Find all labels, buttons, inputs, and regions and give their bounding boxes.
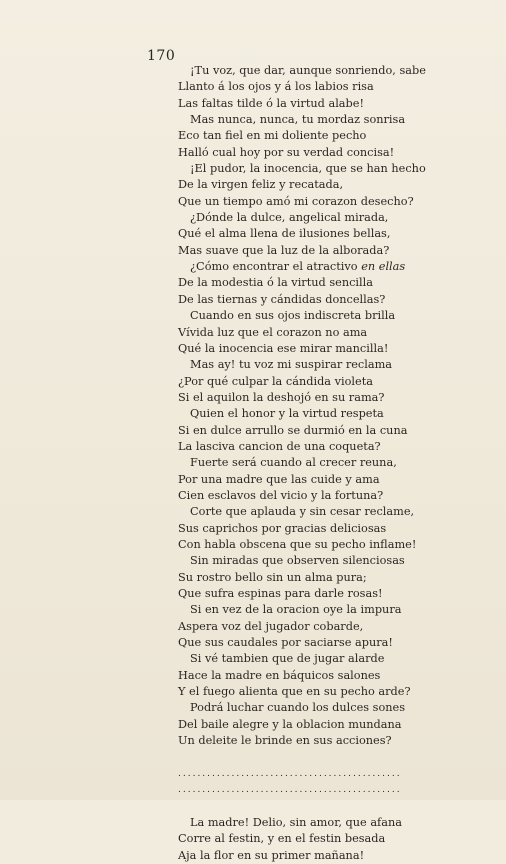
poem-line: Llanto á los ojos y á los labios risa <box>178 80 374 94</box>
stanza-gap <box>178 749 448 765</box>
poem-line: Que sus caudales por saciarse apura! <box>178 636 393 650</box>
poem-line: Hace la madre en báquicos salones <box>178 668 381 682</box>
poem-line: Qué la inocencia ese mirar mancilla! <box>178 341 389 355</box>
poem-line: Sin miradas que observen silenciosas <box>190 554 405 568</box>
poem-line: Eco tan fiel en mi doliente pecho <box>178 129 367 143</box>
poem-line: ¿Cómo encontrar el atractivo en ellas <box>190 260 406 274</box>
poem-line: Corte que aplauda y sin cesar reclame, <box>190 505 415 519</box>
poem-line: La madre! Delio, sin amor, que afana <box>190 815 402 829</box>
poem-line: Mas suave que la luz de la alborada? <box>178 243 390 257</box>
poem-line: ¿Por qué culpar la cándida violeta <box>178 374 373 388</box>
poem-line: ¡El pudor, la inocencia, que se han hecho <box>190 162 426 176</box>
poem-line: De la modestia ó la virtud sencilla <box>178 276 374 290</box>
page-number: 170 <box>147 48 176 64</box>
poem-line: Las faltas tilde ó la virtud alabe! <box>178 96 364 110</box>
poem-line: Corre al festin, y en el festin besada <box>178 832 386 846</box>
poem-line: Su rostro bello sin un alma pura; <box>178 570 367 584</box>
poem-line: De la virgen feliz y recatada, <box>178 178 344 192</box>
poem-line: Si en dulce arrullo se durmió en la cuna <box>178 423 408 437</box>
poem-line: Si el aquilon la deshojó en su rama? <box>178 390 385 404</box>
ellipsis-line: .............................................. <box>178 768 402 779</box>
poem-line: Por una madre que las cuide y ama <box>178 472 380 486</box>
poem-line: De las tiernas y cándidas doncellas? <box>178 292 386 306</box>
poem-line: Podrá luchar cuando los dulces sones <box>190 701 406 715</box>
poem-line: ¡Tu voz, que dar, aunque sonriendo, sabe <box>190 64 426 77</box>
poem-line: Mas nunca, nunca, tu mordaz sonrisa <box>190 113 406 127</box>
poem-line: Aspera voz del jugador cobarde, <box>178 619 364 633</box>
poem-line: Halló cual hoy por su verdad concisa! <box>178 145 395 159</box>
poem-line: Si en vez de la oracion oye la impura <box>190 603 402 617</box>
poem-line: ¿Dónde la dulce, angelical mirada, <box>190 211 389 225</box>
poem-line: Sus caprichos por gracias deliciosas <box>178 521 387 535</box>
stanza-gap <box>178 798 448 814</box>
poem-text <box>178 63 448 864</box>
poem-line: Cuando en sus ojos indiscreta brilla <box>190 309 396 323</box>
poem-line: Cien esclavos del vicio y la fortuna? <box>178 488 384 502</box>
poem-line: Que un tiempo amó mi corazon desecho? <box>178 194 414 208</box>
poem-line: Y el fuego alienta que en su pecho arde? <box>178 685 411 699</box>
poem-line: Fuerte será cuando al crecer reuna, <box>190 456 397 470</box>
poem-line: Aja la flor en su primer mañana! <box>178 848 365 862</box>
poem-line: La lasciva cancion de una coqueta? <box>178 439 381 453</box>
poem-line: Vívida luz que el corazon no ama <box>178 325 368 339</box>
ellipsis-line: .............................................. <box>178 785 402 796</box>
poem-line: Quien el honor y la virtud respeta <box>190 407 384 421</box>
poem-line: Si vé tambien que de jugar alarde <box>190 652 385 666</box>
poem-line: Del baile alegre y la oblacion mundana <box>178 717 402 731</box>
poem-line: Con habla obscena que su pecho inflame! <box>178 537 417 551</box>
poem-line: Que sufra espinas para darle rosas! <box>178 587 383 600</box>
poem-line: Mas ay! tu voz mi suspirar reclama <box>190 358 393 372</box>
poem-line: Qué el alma llena de ilusiones bellas, <box>178 227 391 241</box>
poem-line: Un deleite le brinde en sus acciones? <box>178 734 392 748</box>
